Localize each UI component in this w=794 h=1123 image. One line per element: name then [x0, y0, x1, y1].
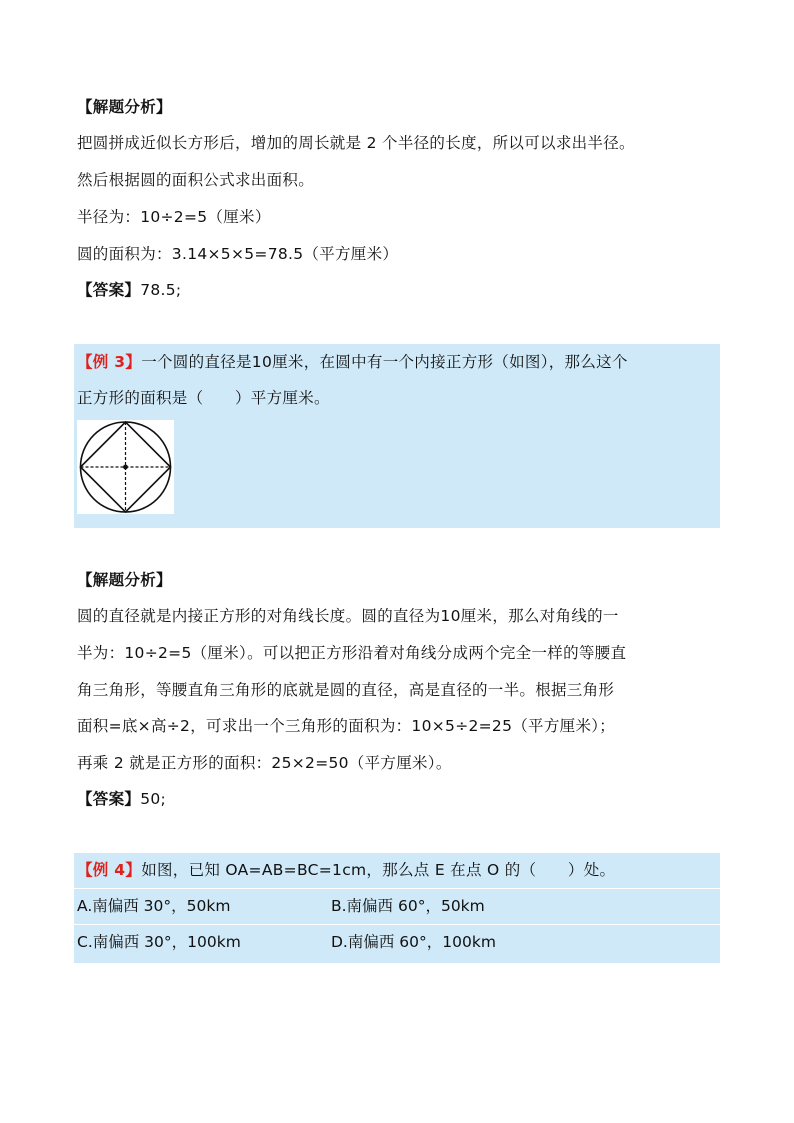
- analysis-2-line-1: 圆的直径就是内接正方形的对角线长度。圆的直径为10厘米，那么对角线的一: [77, 607, 619, 625]
- example-4-label: 【例 4】: [77, 861, 142, 879]
- answer-row-2: [77, 787, 166, 809]
- example-4-stem-row: [77, 858, 615, 880]
- example-3-label: 【例 3】: [77, 353, 142, 371]
- option-a[interactable]: A.南偏西 30°，50km: [77, 897, 231, 915]
- example-4-stem: 如图，已知 OA=AB=BC=1cm，那么点 E 在点 O 的（ ）处。: [141, 861, 616, 879]
- answer-value-1: 78.5;: [140, 281, 182, 299]
- center-point: [123, 465, 128, 470]
- option-b[interactable]: B.南偏西 60°，50km: [331, 897, 485, 915]
- analysis-2-line-4: 面积=底×高÷2，可求出一个三角形的面积为：10×5÷2=25（平方厘米）；: [77, 717, 616, 735]
- answer-label-1: 【答案】: [77, 281, 141, 299]
- analysis-2-line-3: 角三角形，等腰直角三角形的底就是圆的直径，高是直径的一半。根据三角形: [77, 681, 615, 699]
- analysis-2-line-5: 再乘 2 就是正方形的面积：25×2=50（平方厘米）。: [77, 754, 452, 772]
- example-3-text: 一个圆的直径是10厘米，在圆中有一个内接正方形（如图），那么这个: [141, 353, 628, 371]
- row-divider-1: [74, 888, 720, 889]
- answer-value-2: 50;: [140, 790, 167, 808]
- analysis-heading-1: 【解题分析】: [77, 98, 172, 116]
- analysis-line-4: 圆的面积为：3.14×5×5=78.5（平方厘米）: [77, 245, 399, 263]
- example-3-line-1: [77, 350, 628, 372]
- option-c[interactable]: C.南偏西 30°，100km: [77, 933, 241, 951]
- analysis-line-1: 把圆拼成近似长方形后，增加的周长就是 2 个半径的长度，所以可以求出半径。: [77, 134, 635, 152]
- analysis-line-2: 然后根据圆的面积公式求出面积。: [77, 171, 315, 189]
- answer-label-2: 【答案】: [77, 790, 141, 808]
- circle-square-diagram: [77, 420, 174, 514]
- example-3-line-2: 正方形的面积是（ ）平方厘米。: [77, 389, 330, 407]
- answer-row-1: [77, 278, 181, 300]
- option-d[interactable]: D.南偏西 60°，100km: [331, 933, 496, 951]
- row-divider-2: [74, 924, 720, 925]
- analysis-heading-2: 【解题分析】: [77, 571, 172, 589]
- analysis-line-3: 半径为：10÷2=5（厘米）: [77, 208, 271, 226]
- circle-inscribed-square-figure: [77, 420, 174, 514]
- analysis-2-line-2: 半为：10÷2=5（厘米）。可以把正方形沿着对角线分成两个完全一样的等腰直: [77, 644, 627, 662]
